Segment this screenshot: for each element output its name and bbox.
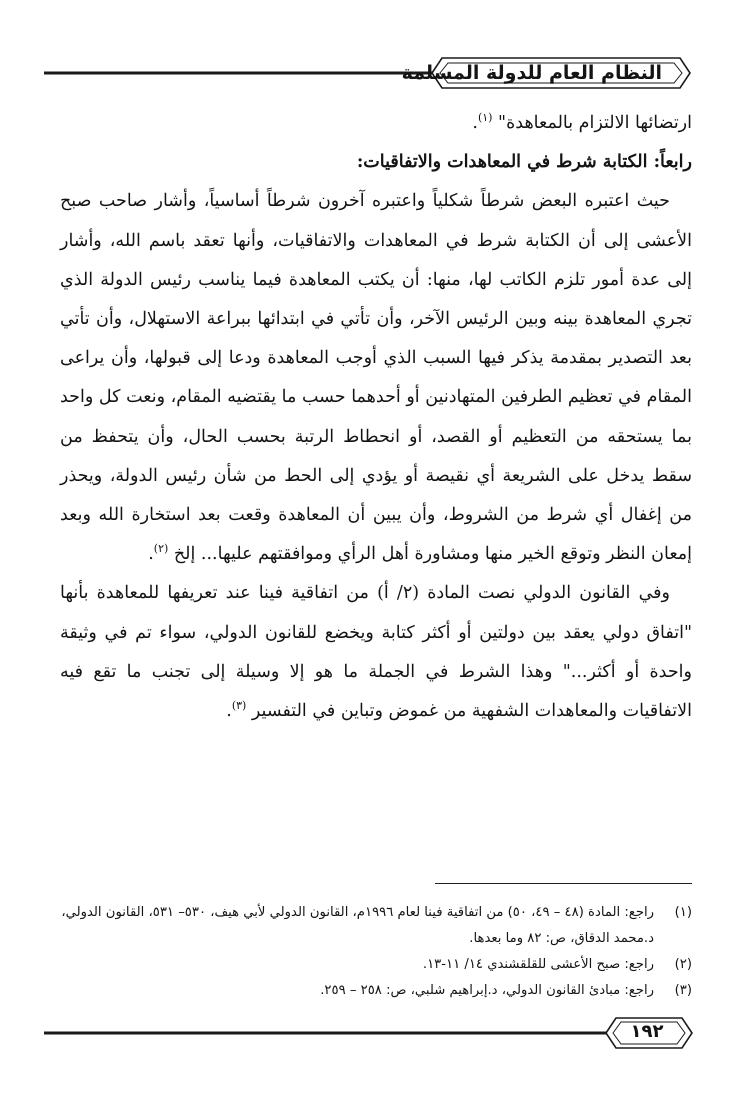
footer-ornament (40, 1010, 696, 1056)
footnote-ref-3: (٣) (231, 699, 247, 713)
footnote-text: راجع: صبح الأعشى للقلقشندي ١٤/ ١١-١٣. (422, 957, 654, 972)
paragraph-text: ارتضائها الالتزام بالمعاهدة" (498, 113, 692, 133)
footnote-number: (١) (674, 905, 692, 920)
paragraph-writing-condition (60, 182, 692, 574)
footnotes (60, 900, 692, 1004)
footnote-1 (60, 900, 692, 952)
paragraph-continuation (60, 104, 692, 143)
footnote-ref-1: (١) (477, 111, 493, 124)
footnote-2 (60, 952, 692, 978)
footnote-3 (60, 978, 692, 1004)
page-footer (40, 1010, 696, 1056)
paragraph-international-law (60, 574, 692, 731)
sentence-end: . (472, 113, 478, 133)
paragraph-text: وفي القانون الدولي نصت المادة (٢/ أ) من اتفاقية فينا عند تعريفها للمعاهدة بأنها "اتفاق دولي يعقد بين دولتين أو أكثر كتابة ويخضع للقانون الدولي، سواء تم في وثيقة واحدة أو أكثر..." وهذا الشرط في الجملة ما هو إلا وسيلة إلى تجنب ما تقع فيه الاتفاقيات والمعاهدات الشفهية من غموض وتباين في التفسير (60, 583, 692, 722)
footnote-ref-2: (٢) (153, 542, 169, 556)
footnote-number: (٣) (674, 983, 692, 998)
footnote-text: راجع: المادة (٤٨ – ٤٩، ٥٠) من اتفاقية فينا لعام ١٩٩٦م، القانون الدولي لأبي هيف، ٥٣٠– ٥٣١، القانون الدولي، د.محمد الدقاق، ص: ٨٢ وما بعدها. (61, 905, 654, 946)
sentence-end: . (148, 544, 154, 565)
section-heading: رابعاً: الكتابة شرط في المعاهدات والاتفاقيات: (356, 152, 692, 173)
running-header (40, 46, 692, 102)
footnote-separator (435, 883, 692, 884)
sentence-end: . (226, 701, 232, 722)
paragraph-text: حيث اعتبره البعض شرطاً شكلياً واعتبره آخرون شرطاً أساسياً، وأشار صاحب صبح الأعشى إلى أن الكتابة شرط في المعاهدات والاتفاقيات، وأنها تعقد باسم الله، وأشار إلى عدة أمور تلزم الكاتب لها، منها: أن يكتب المعاهدة فيما يناسب رئيس الدولة الذي تجري المعاهدة بينه وبين الرئيس الآخر، وأن تأتي في ابتدائها ببراعة الاستهلال، وأن تأتي بعد التصدير بمقدمة يذكر فيها السبب الذي أوجب المعاهدة ودعا إلى قبولها، وأن يراعى المقام في تعظيم الطرفين المتهادنين أو أحدهما حسب ما يقتضيه المقام، ونعت كل واحد بما يستحقه من التعظيم أو القصد، أو انحطاط الرتبة بحسب الحال، وأن يتحفظ من سقط يدخل على الشريعة أي نقيصة أو يؤدي إلى الحط من شأن رئيس الدولة، ويحذر من إغفال أي شرط من الشروط، وأن يبين أن المعاهدة وقعت بعد استخارة الله وبعد إمعان النظر وتوقع الخير منها ومشاورة أهل الرأي وموافقتهم عليها... إلخ (60, 191, 692, 565)
main-text (60, 104, 692, 731)
footnote-number: (٢) (674, 957, 692, 972)
header-title: النظام العام للدولة المسلمة (401, 62, 662, 84)
page-number: ١٩٢ (630, 1021, 664, 1042)
footnote-text: راجع: مبادئ القانون الدولي، د.إبراهيم شلبي، ص: ٢٥٨ – ٢٥٩. (320, 983, 654, 998)
